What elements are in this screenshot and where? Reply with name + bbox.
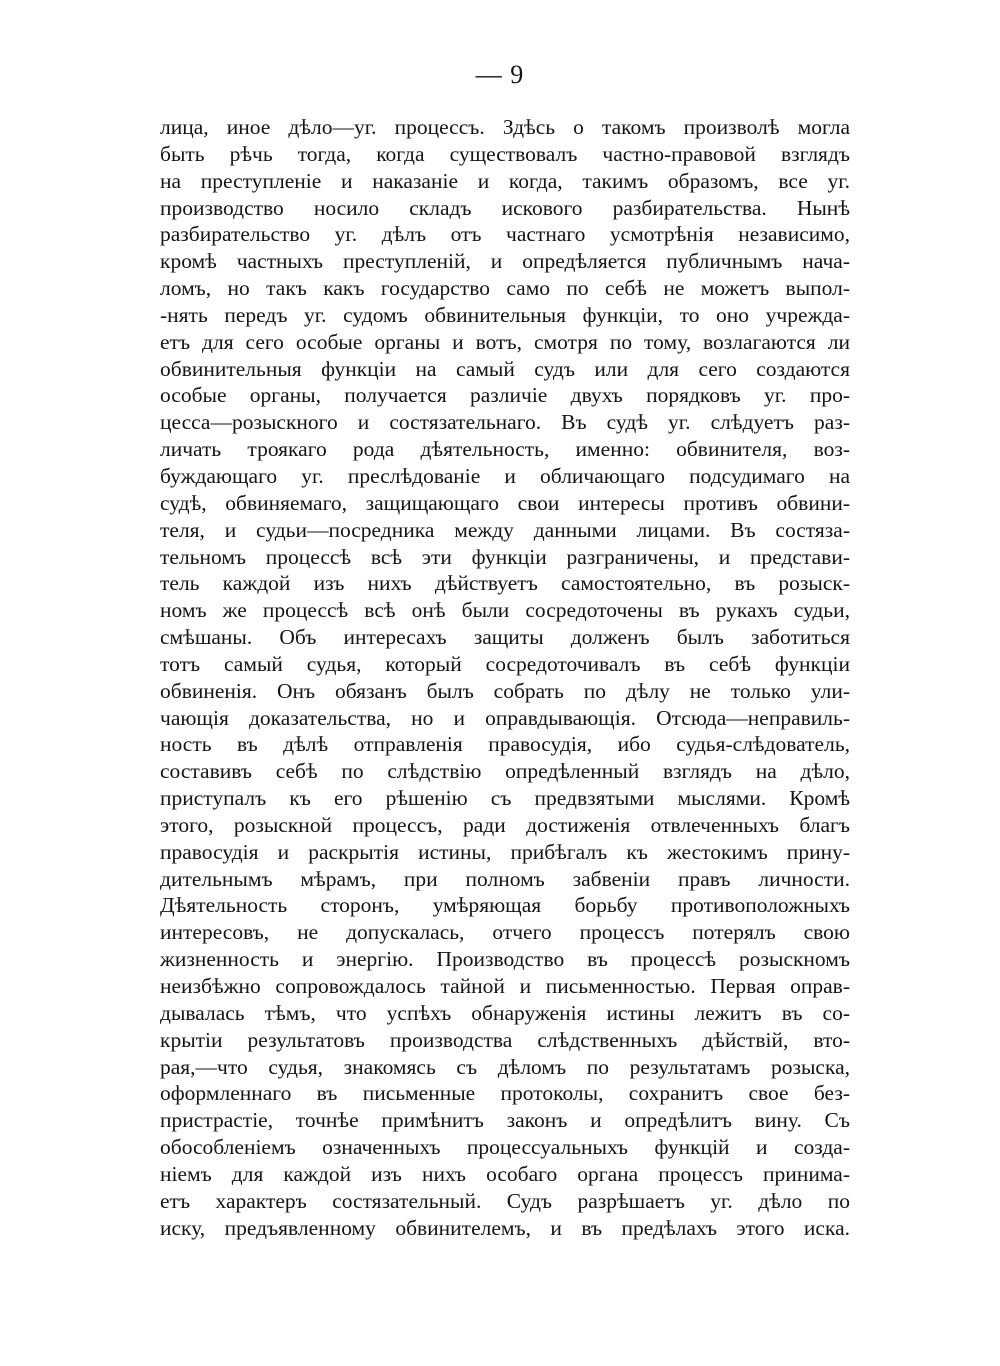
text-line: кромѣ частныхъ преступленій, и опредѣляется публичнымъ нача- xyxy=(160,249,850,274)
text-line: буждающаго уг. преслѣдованіе и обличающаго подсудимаго на xyxy=(160,463,850,488)
text-line: обособленіемъ означенныхъ процессуальныхъ функцій и созда- xyxy=(160,1135,850,1160)
text-line: дывалась тѣмъ, что успѣхъ обнаруженія истины лежитъ въ со- xyxy=(160,1000,850,1025)
text-line: теля, и судьи—посредника между данными лицами. Въ состяза- xyxy=(160,517,850,542)
text-line: судѣ, обвиняемаго, защищающаго свои интересы противъ обвини- xyxy=(160,490,850,515)
text-line: ломъ, но такъ какъ государство само по себѣ не можетъ выпол- xyxy=(160,276,850,301)
text-line: пристрастіе, точнѣе примѣнитъ законъ и опредѣлитъ вину. Съ xyxy=(160,1108,850,1133)
text-line: -нять передъ уг. судомъ обвинительныя функціи, то оно учрежда- xyxy=(160,302,850,327)
text-line: лица, иное дѣло—уг. процессъ. Здѣсь о такомъ произволѣ могла xyxy=(160,115,850,139)
text-line: этого, розыскной процессъ, ради достиженія отвлеченныхъ благъ xyxy=(160,812,850,837)
text-line: рая,—что судья, знакомясь съ дѣломъ по результатамъ розыска, xyxy=(160,1054,850,1079)
text-line: крытіи результатовъ производства слѣдственныхъ дѣйствій, вто- xyxy=(160,1027,850,1052)
text-line: смѣшаны. Объ интересахъ защиты долженъ былъ заботиться xyxy=(160,625,850,650)
text-line: обвиненія. Онъ обязанъ былъ собрать по дѣлу не только ули- xyxy=(160,678,850,703)
text-line: ніемъ для каждой изъ нихъ особаго органа процессъ принима- xyxy=(160,1161,850,1186)
text-line: тель каждой изъ нихъ дѣйствуетъ самостоятельно, въ розыск- xyxy=(160,571,850,596)
text-line: цесса—розыскного и состязательнаго. Въ судѣ уг. слѣдуетъ раз- xyxy=(160,410,850,435)
text-line: личать троякаго рода дѣятельность, именно: обвинителя, воз- xyxy=(160,437,850,462)
text-line: приступалъ къ его рѣшенію съ предвзятыми мыслями. Кромѣ xyxy=(160,786,850,811)
text-line: етъ для сего особые органы и вотъ, смотря по тому, возлагаются ли xyxy=(160,329,850,354)
text-line: составивъ себѣ по слѣдствію опредѣленный взглядъ на дѣло, xyxy=(160,759,850,784)
text-line: ность въ дѣлѣ отправленія правосудія, ибо судья-слѣдователь, xyxy=(160,732,850,757)
text-line: дительнымъ мѣрамъ, при полномъ забвеніи правъ личности. xyxy=(160,866,850,891)
text-line: обвинительныя функціи на самый судъ или для сего создаются xyxy=(160,356,850,381)
text-line: производство носило складъ искового разбирательства. Нынѣ xyxy=(160,195,850,220)
text-line: быть рѣчь тогда, когда существовалъ частно-правовой взглядъ xyxy=(160,141,850,166)
text-line: интересовъ, не допускалась, отчего процессъ потерялъ свою xyxy=(160,920,850,945)
text-line: иску, предъявленному обвинителемъ, и въ предѣлахъ этого иска. xyxy=(160,1215,850,1240)
text-line: Дѣятельность сторонъ, умѣряющая борьбу противоположныхъ xyxy=(160,893,850,918)
text-line: тотъ самый судья, который сосредоточивалъ въ себѣ функціи xyxy=(160,651,850,676)
text-line: разбирательство уг. дѣлъ отъ частнаго усмотрѣнія независимо, xyxy=(160,222,850,247)
page-number: — 9 xyxy=(475,60,525,89)
text-line: номъ же процессѣ всѣ онѣ были сосредоточены въ рукахъ судьи, xyxy=(160,598,850,623)
text-line: етъ характеръ состязательный. Судъ разрѣшаетъ уг. дѣло по xyxy=(160,1188,850,1213)
text-line: неизбѣжно сопровождалось тайной и письменностью. Первая оправ- xyxy=(160,974,850,998)
body-text xyxy=(160,114,850,1241)
text-line: особые органы, получается различіе двухъ порядковъ уг. про- xyxy=(160,383,850,408)
text-line: тельномъ процессѣ всѣ эти функціи разграничены, и представи- xyxy=(160,544,850,569)
text-line: жизненность и энергію. Производство въ процессѣ розыскномъ xyxy=(160,947,850,972)
text-line: на преступленіе и наказаніе и когда, такимъ образомъ, все уг. xyxy=(160,168,850,193)
text-line: оформленнаго въ письменные протоколы, сохранитъ свое без- xyxy=(160,1081,850,1106)
text-line: правосудія и раскрытія истины, прибѣгалъ къ жестокимъ прину- xyxy=(160,839,850,864)
text-line: чающія доказательства, но и оправдывающія. Отсюда—неправиль- xyxy=(160,705,850,730)
